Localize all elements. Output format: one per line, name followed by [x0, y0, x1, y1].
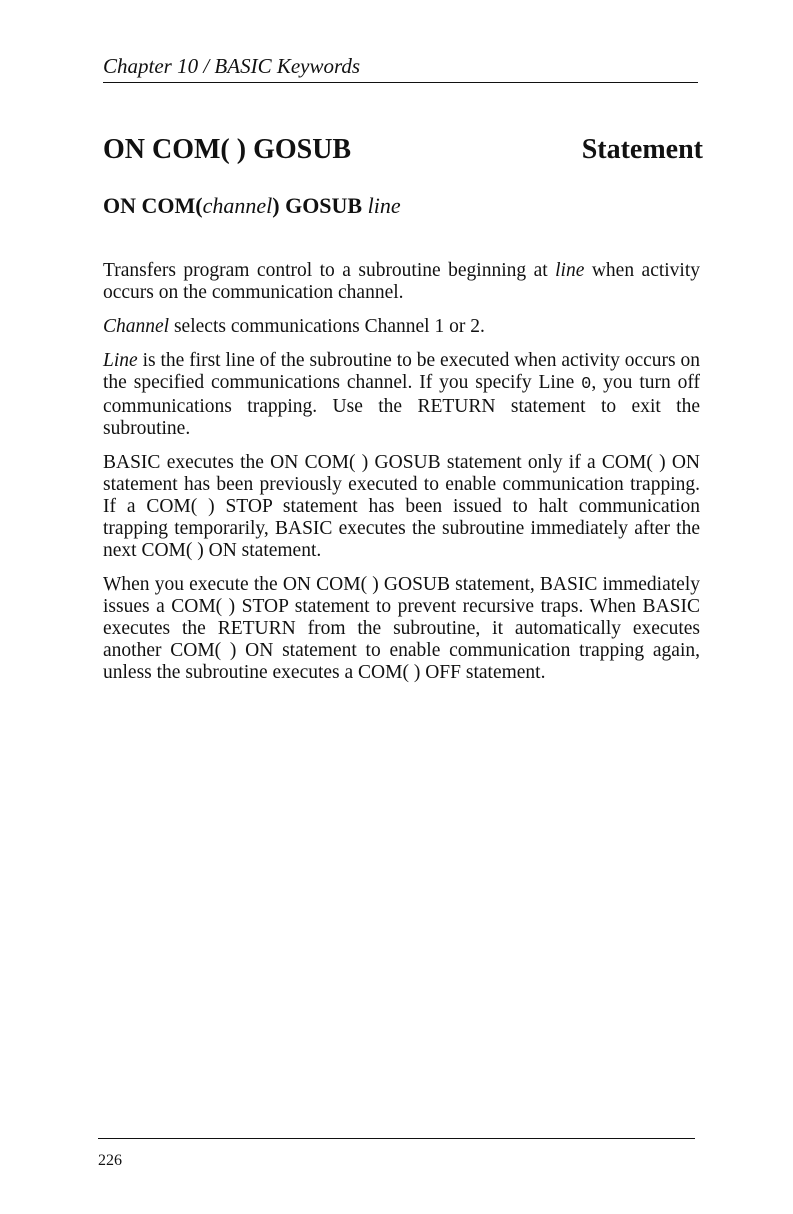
footer-divider: [98, 1138, 695, 1139]
entry-title-row: [103, 132, 703, 172]
p3-term: Line: [103, 350, 138, 371]
paragraph-purpose: [103, 260, 700, 304]
p2-rest: selects communications Channel 1 or 2.: [173, 316, 485, 337]
page-number: 226: [98, 1152, 122, 1169]
paragraph-enable: BASIC executes the ON COM( ) GOSUB statement only if a COM( ) ON statement has been previously executed to enable communication trapping. If a COM( ) STOP statement has been issued to halt communication trapping temporarily, BASIC executes the subroutine immediately after the next COM( ) ON statement.: [103, 452, 700, 561]
description-body: [103, 260, 700, 696]
syntax-line: [103, 191, 401, 221]
syntax-param: channel: [202, 193, 273, 218]
syntax-part2: ) GOSUB: [272, 193, 363, 218]
p1-rest: when activity occurs on the communication channel.: [103, 260, 701, 303]
paragraph-line: [103, 350, 700, 440]
syntax-part1: ON COM(: [103, 193, 203, 218]
header-divider: [103, 82, 698, 83]
syntax-arg: line: [367, 193, 401, 218]
p1-text: Transfers program control to a subroutine beginning at: [103, 260, 548, 281]
keyword-category: Statement: [581, 134, 703, 165]
paragraph-recursion: When you execute the ON COM( ) GOSUB statement, BASIC immediately issues a COM( ) STOP statement to prevent recursive traps. When BASIC executes the RETURN from the subroutine, it automatically executes another COM( ) ON statement to enable communication trapping again, unless the subroutine executes a COM( ) OFF statement.: [103, 574, 700, 683]
p2-term: Channel: [103, 316, 170, 337]
paragraph-channel: [103, 316, 700, 338]
keyword-title: ON COM( ) GOSUB: [103, 134, 352, 165]
running-head: Chapter 10 / BASIC Keywords: [103, 54, 361, 78]
p1-term: line: [555, 260, 585, 281]
p3-rest-b: , you turn off communications trapping. Use the RETURN statement to exit the subroutine.: [103, 372, 701, 439]
p3-zero: 0: [581, 375, 592, 394]
p3-rest-a: is the first line of the subroutine to be executed when activity occurs on the specified communications channel. If you specify Line: [103, 350, 701, 393]
